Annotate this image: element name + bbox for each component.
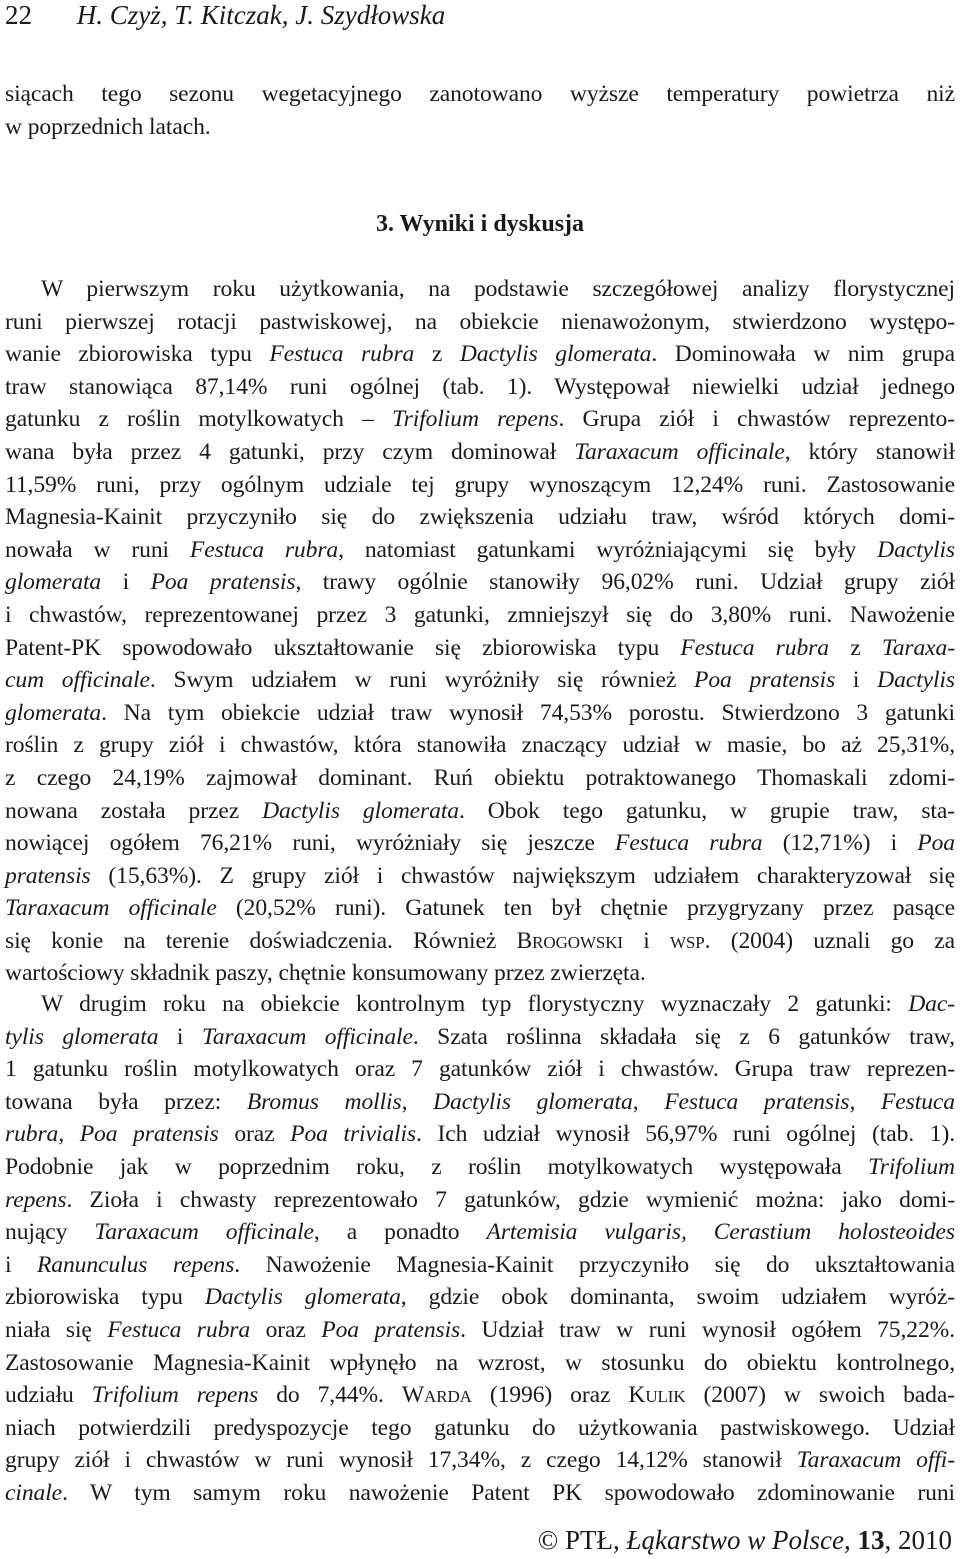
- species-name: Dactylis glomerata: [262, 797, 459, 824]
- text-run: . Zioła i chwasty reprezentowało 7 gatunków, gdzie wymienić można: jako domi-: [66, 1186, 955, 1213]
- text-run: . Grupa ziół i chwastów reprezento-: [558, 406, 955, 433]
- text-run: do 7,44%.: [258, 1382, 402, 1409]
- citation-author: wsp: [669, 927, 705, 954]
- species-name: tylis glomerata: [5, 1023, 159, 1050]
- text-line: [5, 338, 955, 371]
- species-name: cinale: [5, 1479, 63, 1506]
- species-name: Poa trivialis: [290, 1121, 417, 1148]
- text-run: siącach tego sezonu wegetacyjnego zanotowano wyższe temperatury powietrza niż: [5, 81, 955, 107]
- text-run: oraz: [218, 1121, 291, 1148]
- text-run: Magnesia-Kainit przyczyniło się do zwiększenia udziału traw, wśród których domi-: [5, 504, 955, 531]
- text-run: 1 gatunku roślin motylkowatych oraz 7 gatunków ziół i chwastów. Grupa traw reprezen-: [5, 1056, 955, 1083]
- text-run: nowała w runi: [5, 536, 190, 563]
- text-line: [5, 1412, 955, 1445]
- text-line: [5, 1314, 955, 1347]
- text-run: Patent-PK spowodowało ukształtowanie się zbiorowiska typu: [5, 634, 681, 661]
- text-line: [5, 1281, 955, 1314]
- text-line: [5, 697, 955, 730]
- text-run: (12,71%) i: [762, 830, 918, 857]
- species-name: Ranunculus repens: [36, 1251, 235, 1278]
- text-run: . Nawożenie Magnesia-Kainit przyczyniło się do ukształtowania: [234, 1251, 955, 1278]
- species-name: Taraxacum offi-: [796, 1447, 955, 1474]
- species-name: Dactylis glomerata: [459, 341, 652, 368]
- text-run: nujący: [5, 1219, 95, 1246]
- text-line: [5, 1249, 955, 1282]
- text-run: runi pierwszej rotacji pastwiskowej, na obiekcie nienawożonym, stwierdzono występo-: [5, 308, 955, 335]
- text-run: udziału: [5, 1382, 92, 1409]
- species-name: Festuca rubra: [107, 1316, 251, 1343]
- text-line: [5, 111, 955, 144]
- text-run: . Szata roślinna składała się z 6 gatunków traw,: [412, 1023, 955, 1050]
- species-name: glomerata: [5, 569, 102, 596]
- text-line: [5, 436, 955, 469]
- text-run: (15,63%). Z grupy ziół i chwastów największym udziałem charakteryzował się: [90, 862, 955, 889]
- text-line: [5, 1347, 955, 1380]
- text-line: [5, 1379, 955, 1412]
- species-name: Taraxacum officinale: [201, 1023, 413, 1050]
- text-run: , trawy ogólnie stanowiły 96,02% runi. Udział grupy ziół: [295, 569, 955, 596]
- text-line: [5, 1053, 955, 1086]
- text-line: [5, 1118, 955, 1151]
- text-run: . (2004) uznali go za: [704, 927, 955, 954]
- species-name: Bromus mollis, Dactylis glomerata, Festuca pratensis, Festuca: [246, 1088, 955, 1115]
- text-line: [5, 729, 955, 762]
- paragraph-second-year: [5, 988, 955, 1510]
- text-run: , gdzie obok dominanta, swoim udziałem wyróż-: [400, 1284, 955, 1311]
- species-name: Dac-: [908, 991, 955, 1017]
- text-run: , a ponadto: [313, 1219, 487, 1246]
- text-run: gatunku z roślin motylkowatych –: [5, 406, 392, 433]
- text-line: [5, 957, 955, 990]
- footer-journal-title: Łąkarstwo w Polsce: [626, 1525, 844, 1555]
- section-heading: 3. Wyniki i dyskusja: [375, 211, 585, 237]
- text-run: (2007) w swoich bada-: [685, 1382, 955, 1409]
- text-run: nowana została przez: [5, 797, 263, 824]
- text-run: . Udział traw w runi wynosił ogółem 75,22%.: [460, 1316, 956, 1343]
- text-line: [5, 795, 955, 828]
- species-name: Festuca rubra: [189, 536, 339, 563]
- species-name: Dactylis: [877, 667, 955, 694]
- text-line: [5, 1477, 955, 1510]
- species-name: pratensis: [5, 862, 91, 889]
- species-name: Artemisia vulgaris, Cerastium holosteoides: [486, 1219, 955, 1246]
- species-name: Poa pratensis: [694, 667, 836, 694]
- species-name: Trifolium repens: [391, 406, 559, 433]
- text-run: zbiorowiska typu: [5, 1284, 205, 1311]
- text-run: 11,59% runi, przy ogólnym udziale tej grupy wynoszącym 12,24% runi. Zastosowanie: [5, 471, 955, 498]
- species-name: Dactylis glomerata: [204, 1284, 401, 1311]
- text-line: [5, 306, 955, 339]
- text-line: [5, 534, 955, 567]
- text-run: (20,52% runi). Gatunek ten był chętnie przygryzany przez pasące: [216, 895, 955, 922]
- species-name: Festuca rubra: [680, 634, 829, 661]
- footer-year: , 2010: [884, 1525, 952, 1555]
- running-header-authors: H. Czyż, T. Kitczak, J. Szydłowska: [76, 0, 446, 30]
- text-line: [5, 827, 955, 860]
- text-run: (1996) oraz: [471, 1382, 629, 1409]
- text-run: i: [622, 927, 670, 954]
- species-name: Poa: [917, 830, 955, 857]
- running-header: [5, 0, 445, 32]
- text-run: Zastosowanie Magnesia-Kainit wpłynęło na wzrost, w stosunku do obiektu kontrolnego,: [5, 1349, 955, 1376]
- text-run: i: [5, 1251, 37, 1278]
- citation-author: Brogowski: [516, 927, 623, 954]
- text-run: , natomiast gatunkami wyróżniającymi się były: [338, 536, 878, 563]
- species-name: Festuca rubra: [269, 341, 415, 368]
- text-run: z czego 24,19% zajmował dominant. Ruń obiektu potraktowanego Thomaskali zdomi-: [5, 764, 955, 791]
- text-run: . Swym udziałem w runi wyróżniły się również: [149, 667, 695, 694]
- text-run: z: [414, 341, 460, 368]
- intro-paragraph: [5, 78, 955, 143]
- text-run: towana była przez:: [5, 1088, 247, 1115]
- citation-author: Kulik: [628, 1382, 686, 1409]
- text-line: [5, 1216, 955, 1249]
- text-run: nowiącej ogółem 76,21% runi, wyróżniały się jeszcze: [5, 830, 616, 857]
- text-line: [5, 632, 955, 665]
- text-run: niała się: [5, 1316, 108, 1343]
- text-run: . Na tym obiekcie udział traw wynosił 74,53% porostu. Stwierdzono 3 gatunki: [101, 699, 955, 726]
- text-line: [5, 403, 955, 436]
- text-line: [5, 78, 955, 111]
- text-line: [5, 925, 955, 958]
- text-run: W pierwszym roku użytkowania, na podstawie szczegółowej analizy florystycznej: [41, 276, 955, 302]
- species-name: rubra, Poa pratensis: [5, 1121, 219, 1148]
- text-run: Podobnie jak w poprzednim roku, z roślin motylkowatych występowała: [5, 1153, 869, 1180]
- text-run: i: [835, 667, 878, 694]
- text-line: [5, 1021, 955, 1054]
- page-number: 22: [5, 0, 32, 30]
- text-run: , który stanowił: [784, 438, 955, 465]
- text-run: w poprzednich latach.: [5, 113, 211, 140]
- species-name: Poa pratensis: [321, 1316, 461, 1343]
- text-line: [5, 1444, 955, 1477]
- text-run: i: [158, 1023, 202, 1050]
- text-run: i chwastów, reprezentowanej przez 3 gatunki, zmniejszył się do 3,80% runi. Nawożenie: [5, 601, 955, 628]
- text-line: [5, 1151, 955, 1184]
- species-name: Festuca rubra: [615, 830, 763, 857]
- text-run: wartościowy składnik paszy, chętnie konsumowany przez zwierzęta.: [5, 960, 646, 987]
- text-run: oraz: [250, 1316, 322, 1343]
- text-run: roślin z grupy ziół i chwastów, która stanowiła znaczący udział w masie, bo aż 25,31%,: [5, 732, 955, 759]
- species-name: repens: [5, 1186, 67, 1213]
- species-name: Taraxacum officinale: [94, 1219, 314, 1246]
- text-line: [5, 988, 955, 1021]
- text-run: W drugim roku na obiekcie kontrolnym typ florystyczny wyznaczały 2 gatunki:: [41, 991, 909, 1017]
- text-run: i: [101, 569, 151, 596]
- species-name: Trifolium repens: [91, 1382, 259, 1409]
- species-name: Taraxacum officinale: [574, 438, 785, 465]
- text-line: [5, 371, 955, 404]
- species-name: Taraxacum officinale: [5, 895, 217, 922]
- text-line: [5, 469, 955, 502]
- footer-copyright: © PTŁ,: [537, 1525, 627, 1555]
- page-footer: [538, 1523, 952, 1557]
- text-run: wana była przez 4 gatunki, przy czym dominował: [5, 438, 575, 465]
- text-line: [5, 1184, 955, 1217]
- text-line: [5, 599, 955, 632]
- text-run: się konie na terenie doświadczenia. Również: [5, 927, 517, 954]
- species-name: cum officinale: [5, 667, 150, 694]
- text-run: niach potwierdzili predyspozycje tego gatunku do użytkowania pastwiskowego. Udział: [5, 1414, 955, 1441]
- text-line: [5, 273, 955, 306]
- text-run: z: [828, 634, 882, 661]
- text-line: [5, 892, 955, 925]
- text-line: [5, 762, 955, 795]
- species-name: Trifolium: [868, 1153, 955, 1180]
- text-run: . W tym samym roku nawożenie Patent PK spowodowało zdominowanie runi: [62, 1479, 955, 1506]
- text-line: [5, 1086, 955, 1119]
- text-run: . Dominowała w nim grupa: [651, 341, 955, 368]
- text-line: [5, 860, 955, 893]
- text-run: . Obok tego gatunku, w grupie traw, sta-: [458, 797, 955, 824]
- text-line: [5, 501, 955, 534]
- text-run: traw stanowiąca 87,14% runi ogólnej (tab. 1). Występował niewielki udział jednego: [5, 373, 955, 400]
- text-run: wanie zbiorowiska typu: [5, 341, 270, 368]
- footer-volume: 13: [857, 1525, 885, 1555]
- text-run: grupy ziół i chwastów w runi wynosił 17,34%, z czego 14,12% stanowił: [5, 1447, 797, 1474]
- citation-author: Warda: [401, 1382, 472, 1409]
- footer-separator: ,: [844, 1525, 858, 1555]
- text-line: [5, 664, 955, 697]
- text-run: . Ich udział wynosił 56,97% runi ogólnej (tab. 1).: [416, 1121, 955, 1148]
- species-name: Taraxa-: [881, 634, 956, 661]
- species-name: Poa pratensis: [150, 569, 296, 596]
- species-name: Dactylis: [877, 536, 955, 563]
- paragraph-first-year: [5, 273, 955, 990]
- species-name: glomerata: [5, 699, 102, 726]
- text-line: [5, 566, 955, 599]
